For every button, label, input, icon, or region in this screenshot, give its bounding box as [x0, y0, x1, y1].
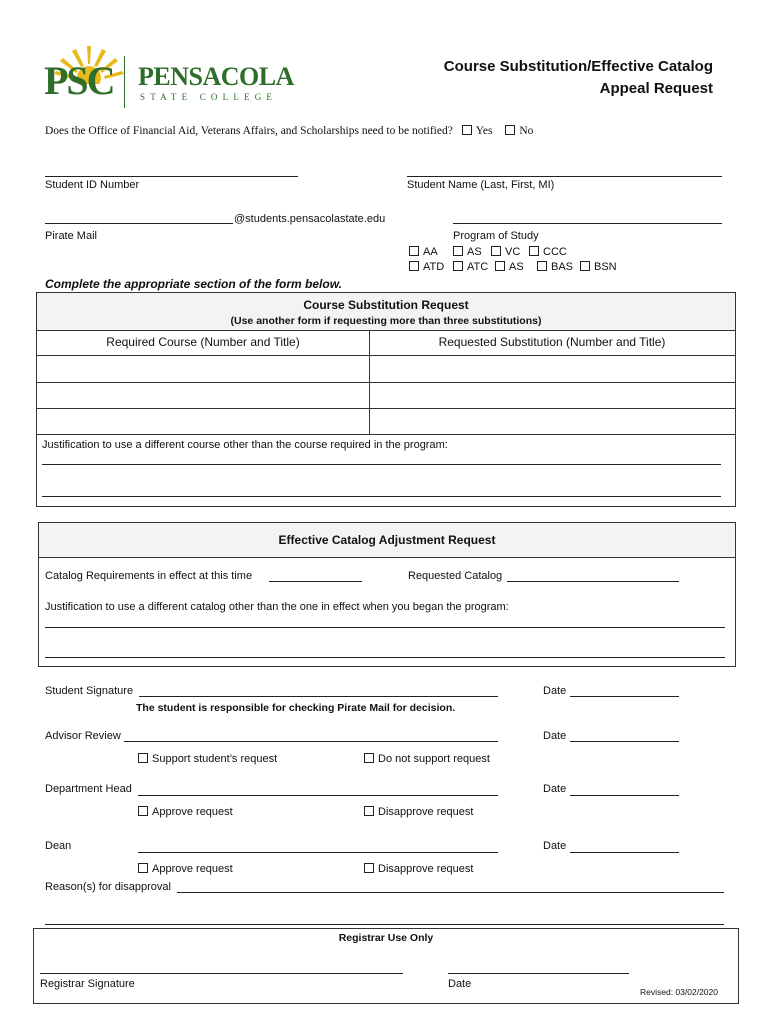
checkbox-icon[interactable] [491, 246, 501, 256]
program-option-as[interactable]: AS [453, 246, 482, 258]
catalog-section [38, 522, 736, 667]
registrar-date-field[interactable] [448, 973, 629, 974]
checkbox-icon[interactable] [453, 246, 463, 256]
support-option[interactable]: Support student’s request [138, 753, 277, 765]
table-cell[interactable] [37, 356, 369, 382]
disapproval-reason-field[interactable] [177, 892, 724, 893]
disapproval-reason-line[interactable] [45, 924, 724, 925]
registrar-signature-label: Registrar Signature [40, 978, 135, 990]
checkbox-icon[interactable] [364, 806, 374, 816]
notify-no-option[interactable] [505, 125, 533, 137]
notify-no-label: No [519, 125, 534, 137]
college-logo [44, 44, 296, 110]
logo-mark: PSC [44, 58, 114, 103]
checkbox-icon[interactable] [409, 261, 419, 271]
table-cell[interactable] [370, 409, 734, 434]
course-justification-label: Justification to use a different course other than the course required in the program: [42, 439, 448, 451]
table-cell[interactable] [37, 409, 369, 434]
catalog-in-effect-field[interactable] [269, 581, 362, 582]
catalog-justification-line[interactable] [45, 657, 725, 658]
checkbox-icon[interactable] [364, 863, 374, 873]
registrar-signature-field[interactable] [40, 973, 403, 974]
instructions: Complete the appropriate section of the form below. [45, 277, 342, 291]
notify-yes-option[interactable] [462, 125, 493, 137]
program-option-bsn[interactable]: BSN [580, 261, 617, 273]
table-cell[interactable] [37, 383, 369, 408]
checkbox-icon[interactable] [462, 125, 472, 135]
program-option-atc[interactable]: ATC [453, 261, 488, 273]
not-support-option[interactable]: Do not support request [364, 753, 490, 765]
logo-divider [124, 56, 125, 108]
substitution-subtitle: (Use another form if requesting more than three substitutions) [230, 315, 542, 327]
date-label: Date [543, 730, 567, 742]
revised-date: Revised: 03/02/2020 [640, 987, 718, 997]
checkbox-icon[interactable] [138, 863, 148, 873]
program-label: Program of Study [453, 230, 539, 242]
pirate-mail-label: Pirate Mail [45, 230, 97, 242]
dean-signature-field[interactable] [138, 852, 498, 853]
pirate-mail-field[interactable] [45, 223, 233, 224]
disapproval-reason-label: Reason(s) for disapproval [45, 881, 171, 893]
requested-catalog-label: Requested Catalog [408, 570, 503, 582]
checkbox-icon[interactable] [409, 246, 419, 256]
requested-catalog-field[interactable] [507, 581, 679, 582]
catalog-justification-label: Justification to use a different catalog other than the one in effect when you began the program: [45, 601, 509, 613]
checkbox-icon[interactable] [495, 261, 505, 271]
registrar-section [33, 928, 739, 1004]
checkbox-icon[interactable] [138, 753, 148, 763]
dean-approve-option[interactable]: Approve request [138, 863, 233, 875]
department-signature-field[interactable] [138, 795, 498, 796]
department-date-field[interactable] [570, 795, 679, 796]
catalog-in-effect-label: Catalog Requirements in effect at this time [45, 570, 253, 582]
table-cell[interactable] [370, 356, 734, 382]
checkbox-icon[interactable] [453, 261, 463, 271]
form-title-line2: Appeal Request [599, 80, 713, 97]
dean-label: Dean [45, 840, 72, 852]
course-justification-line[interactable] [42, 496, 721, 497]
program-option-vc[interactable]: VC [491, 246, 520, 258]
advisor-label: Advisor Review [45, 730, 121, 742]
checkbox-icon[interactable] [138, 806, 148, 816]
dean-date-field[interactable] [570, 852, 679, 853]
substitution-title: Course Substitution Request [303, 298, 469, 312]
dean-disapprove-option[interactable]: Disapprove request [364, 863, 473, 875]
program-option-as2[interactable]: AS [495, 261, 524, 273]
catalog-justification-line[interactable] [45, 627, 725, 628]
registrar-title: Registrar Use Only [338, 932, 434, 944]
notify-yes-label: Yes [475, 125, 493, 137]
student-id-label: Student ID Number [45, 179, 140, 191]
date-label: Date [543, 783, 567, 795]
checkbox-icon[interactable] [505, 125, 515, 135]
pirate-mail-note: The student is responsible for checking Pirate Mail for decision. [136, 702, 456, 714]
dept-approve-option[interactable]: Approve request [138, 806, 233, 818]
checkbox-icon[interactable] [364, 753, 374, 763]
program-field[interactable] [453, 223, 722, 224]
date-label: Date [543, 685, 567, 697]
table-rule [37, 434, 735, 435]
required-course-header: Required Course (Number and Title) [106, 335, 300, 349]
checkbox-icon[interactable] [529, 246, 539, 256]
advisor-signature-field[interactable] [124, 741, 498, 742]
catalog-title: Effective Catalog Adjustment Request [278, 533, 496, 547]
date-label: Date [543, 840, 567, 852]
registrar-date-label: Date [448, 978, 472, 990]
student-name-field[interactable] [407, 176, 722, 177]
program-option-aa[interactable]: AA [409, 246, 438, 258]
dept-disapprove-option[interactable]: Disapprove request [364, 806, 473, 818]
student-signature-field[interactable] [139, 696, 498, 697]
notify-question [45, 125, 533, 137]
department-head-label: Department Head [45, 783, 132, 795]
form-title-line1: Course Substitution/Effective Catalog [443, 58, 713, 75]
logo-name: PENSACOLA [138, 62, 294, 91]
program-option-ccc[interactable]: CCC [529, 246, 567, 258]
notify-question-text: Does the Office of Financial Aid, Veterans Affairs, and Scholarships need to be notified? [45, 125, 453, 137]
checkbox-icon[interactable] [580, 261, 590, 271]
email-domain: @students.pensacolastate.edu [234, 213, 386, 225]
logo-subtitle: STATE COLLEGE [140, 92, 278, 102]
program-option-atd[interactable]: ATD [409, 261, 444, 273]
student-date-field[interactable] [570, 696, 679, 697]
program-option-bas[interactable]: BAS [537, 261, 573, 273]
checkbox-icon[interactable] [537, 261, 547, 271]
student-signature-label: Student Signature [45, 685, 134, 697]
advisor-date-field[interactable] [570, 741, 679, 742]
requested-substitution-header: Requested Substitution (Number and Title) [438, 335, 666, 349]
student-name-label: Student Name (Last, First, MI) [407, 179, 555, 191]
student-id-field[interactable] [45, 176, 298, 177]
course-justification-line[interactable] [42, 464, 721, 465]
substitution-section [36, 292, 736, 507]
substitution-header [37, 293, 735, 331]
catalog-header [39, 523, 735, 558]
table-cell[interactable] [370, 383, 734, 408]
